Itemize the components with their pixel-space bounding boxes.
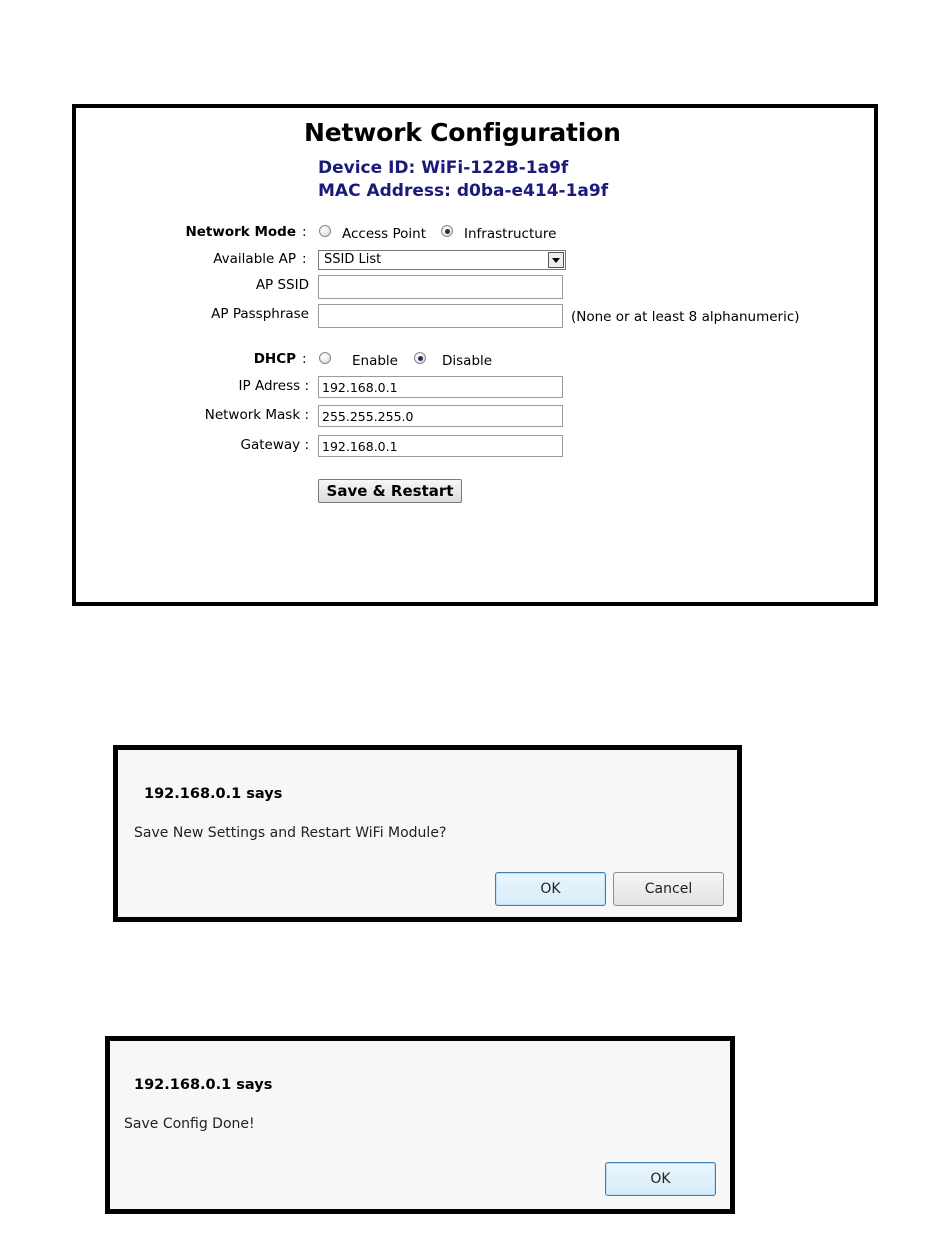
available-ap-select[interactable]: [318, 250, 566, 270]
available-ap-label: Available AP: [213, 251, 296, 267]
dhcp-disable-radio[interactable]: [414, 352, 426, 364]
confirm-dialog-title: 192.168.0.1 says: [144, 786, 283, 802]
dhcp-enable-radio[interactable]: [319, 352, 331, 364]
confirm-dialog-message: Save New Settings and Restart WiFi Module?: [134, 825, 447, 841]
ap-passphrase-label: AP Passphrase: [211, 306, 309, 322]
infrastructure-radio[interactable]: [441, 225, 453, 237]
network-config-panel: [72, 104, 878, 606]
network-mode-label: Network Mode: [185, 224, 296, 240]
confirm-ok-button[interactable]: OK: [495, 872, 606, 906]
available-ap-colon: :: [302, 251, 307, 267]
done-dialog-message: Save Config Done!: [124, 1116, 255, 1132]
access-point-label: Access Point: [342, 226, 427, 242]
available-ap-value: SSID List: [324, 252, 382, 267]
gateway-label: Gateway :: [240, 437, 309, 453]
infrastructure-label: Infrastructure: [464, 226, 557, 242]
dhcp-disable-label: Disable: [442, 353, 493, 369]
dhcp-label: DHCP: [253, 351, 296, 367]
confirm-cancel-button[interactable]: Cancel: [613, 872, 724, 906]
confirm-dialog: [113, 745, 742, 922]
page-title: Network Configuration: [304, 118, 621, 147]
dhcp-enable-label: Enable: [352, 353, 398, 369]
network-mode-colon: :: [302, 224, 307, 240]
ap-passphrase-input[interactable]: [318, 304, 563, 328]
ip-address-label: IP Adress :: [238, 378, 309, 394]
ap-ssid-input[interactable]: [318, 275, 563, 299]
done-dialog: [105, 1036, 735, 1214]
gateway-input[interactable]: [318, 435, 563, 457]
done-dialog-title: 192.168.0.1 says: [134, 1077, 273, 1093]
access-point-radio[interactable]: [319, 225, 331, 237]
device-id: Device ID: WiFi-122B-1a9f: [318, 158, 569, 178]
done-ok-button[interactable]: OK: [605, 1162, 716, 1196]
save-restart-button[interactable]: Save & Restart: [318, 479, 462, 503]
passphrase-hint: (None or at least 8 alphanumeric): [571, 309, 800, 325]
ap-ssid-label: AP SSID: [255, 277, 309, 293]
dhcp-colon: :: [302, 351, 307, 367]
ip-address-input[interactable]: [318, 376, 563, 398]
mac-address: MAC Address: d0ba-e414-1a9f: [318, 181, 609, 201]
chevron-down-icon[interactable]: [548, 252, 564, 268]
network-mask-label: Network Mask :: [204, 407, 309, 423]
network-mask-input[interactable]: [318, 405, 563, 427]
